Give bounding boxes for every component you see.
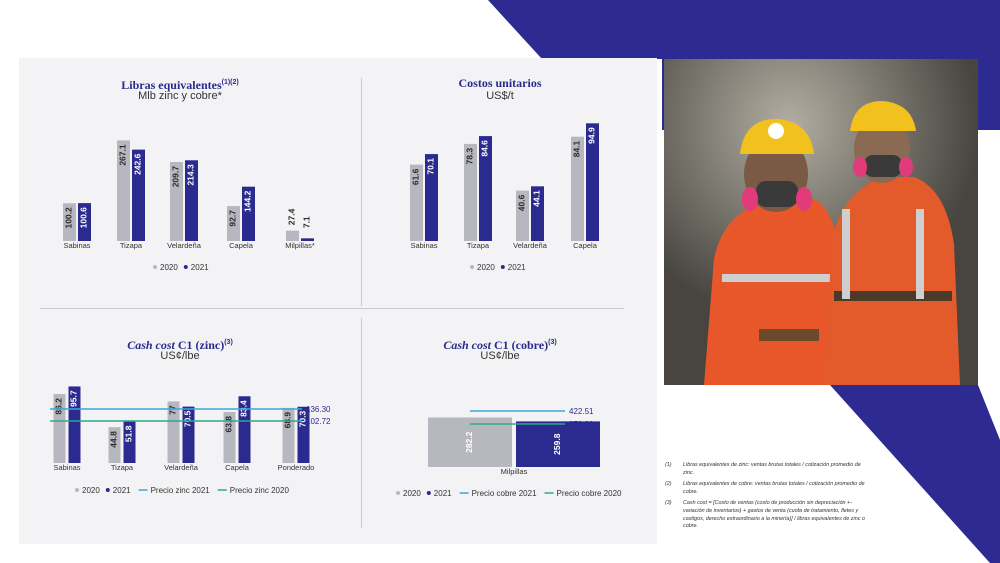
value-label: 51.8 <box>123 425 134 443</box>
legend-label: 2020 <box>477 263 495 272</box>
legend-marker-2021 <box>184 265 188 269</box>
value-label: 70.5 <box>182 410 193 428</box>
chart2-subtitle: US$/t <box>486 90 514 102</box>
legend-marker-2020 <box>470 265 474 269</box>
legend-label: 2020 <box>403 489 421 498</box>
value-label: 100.6 <box>78 207 89 229</box>
legend-marker-2020 <box>75 488 79 492</box>
category-label: Sabinas <box>53 463 81 472</box>
value-label: 144.2 <box>242 190 253 212</box>
category-label: Capela <box>225 463 249 472</box>
chart2-title: Costos unitarios <box>458 76 542 90</box>
legend-label: 2021 <box>190 263 209 272</box>
legend-label: 2021 <box>433 489 452 498</box>
legend-marker-2021 <box>501 265 505 269</box>
legend-label: 2020 <box>160 263 178 272</box>
value-label: 92.7 <box>227 210 238 227</box>
chart1-subtitle: Mlb zinc y cobre* <box>138 90 222 102</box>
value-label: 94.9 <box>586 127 597 144</box>
footnote-1: (1) Libras equivalentes de zinc: ventas brutas totales / cotización promedio de zinc. <box>665 462 861 476</box>
chart4-subtitle: US¢/lbe <box>480 350 520 362</box>
reference-label: 102.72 <box>306 417 331 426</box>
chart4-title: Cash cost C1 (cobre)$^{(3)}$ <box>443 338 557 352</box>
legend-label: Precio zinc 2021 <box>150 486 210 495</box>
category-label: Tizapa <box>466 241 490 250</box>
value-label: 7.1 <box>301 216 312 229</box>
legend-marker-2021 <box>106 488 110 492</box>
value-label: 214.3 <box>185 164 196 186</box>
chart1-title: Libras equivalentes$^{(1)(2)}$ <box>121 78 239 92</box>
legend-label: 2021 <box>507 263 526 272</box>
legend-label: 2021 <box>112 486 131 495</box>
value-label: 44.8 <box>108 431 119 448</box>
value-label: 209.7 <box>170 166 181 188</box>
value-label: 86.2 <box>53 398 64 415</box>
value-label: 27.4 <box>286 208 297 226</box>
value-label: 44.1 <box>531 190 542 207</box>
category-label: Capela <box>573 241 597 250</box>
category-label: Ponderado <box>277 463 315 472</box>
legend-marker-2021 <box>427 491 431 495</box>
legend-label: Precio cobre 2021 <box>471 489 537 498</box>
value-label: 77 <box>167 405 178 415</box>
category-label: Velardeña <box>513 241 547 250</box>
value-label: 70.1 <box>425 158 436 175</box>
reference-label: 422.51 <box>569 407 594 416</box>
category-label: Milpillas* <box>285 241 315 250</box>
value-label: 282.2 <box>464 431 475 453</box>
legend-label: 2020 <box>82 486 100 495</box>
category-label: Tizapa <box>119 241 143 250</box>
value-label: 100.2 <box>63 207 74 229</box>
legend-marker-2020 <box>153 265 157 269</box>
value-label: 78.3 <box>464 147 475 165</box>
value-label: 242.6 <box>132 153 143 175</box>
value-label: 95.7 <box>68 390 79 407</box>
category-label: Velardeña <box>164 463 198 472</box>
value-label: 68.9 <box>282 411 293 429</box>
value-label: 259.8 <box>552 433 563 455</box>
legend-label: Precio cobre 2020 <box>556 489 622 498</box>
reference-label: 136.30 <box>306 405 331 414</box>
bar-c1-2020-4 <box>286 231 299 241</box>
footnotes <box>665 462 865 535</box>
chart3-subtitle: US¢/lbe <box>160 350 200 362</box>
value-label: 84.6 <box>479 140 490 157</box>
value-label: 83.4 <box>238 400 249 417</box>
category-label: Tizapa <box>110 463 134 472</box>
value-label: 267.1 <box>117 144 128 166</box>
value-label: 40.6 <box>516 194 527 212</box>
category-label: Milpillas <box>500 467 528 476</box>
miners-photo <box>664 59 978 385</box>
legend-marker-2020 <box>396 491 400 495</box>
category-label: Capela <box>229 241 253 250</box>
category-label: Sabinas <box>63 241 91 250</box>
value-label: 70.3 <box>297 410 308 428</box>
footnote-2: (2) Libras equivalentes de cobre: ventas brutas totales / cotización promedio de cobre. <box>665 481 865 495</box>
category-label: Sabinas <box>410 241 438 250</box>
category-label: Velardeña <box>167 241 201 250</box>
footnote-3: (3) Cash cost = [Costo de ventas (costo de producción sin depreciación +- variación de inventarios) + gastos de venta (cuota de tratamiento, fletes y castigos, derecho extraordinario a la minería)] / libras equivalentes de zinc o cobre. <box>665 500 865 530</box>
legend-label: Precio zinc 2020 <box>229 486 289 495</box>
value-label: 84.1 <box>571 140 582 158</box>
chart3-title: Cash cost C1 (zinc)$^{(3)}$ <box>127 338 233 352</box>
value-label: 61.6 <box>410 168 421 186</box>
value-label: 63.8 <box>223 415 234 433</box>
reference-label: 279.80 <box>569 420 594 429</box>
